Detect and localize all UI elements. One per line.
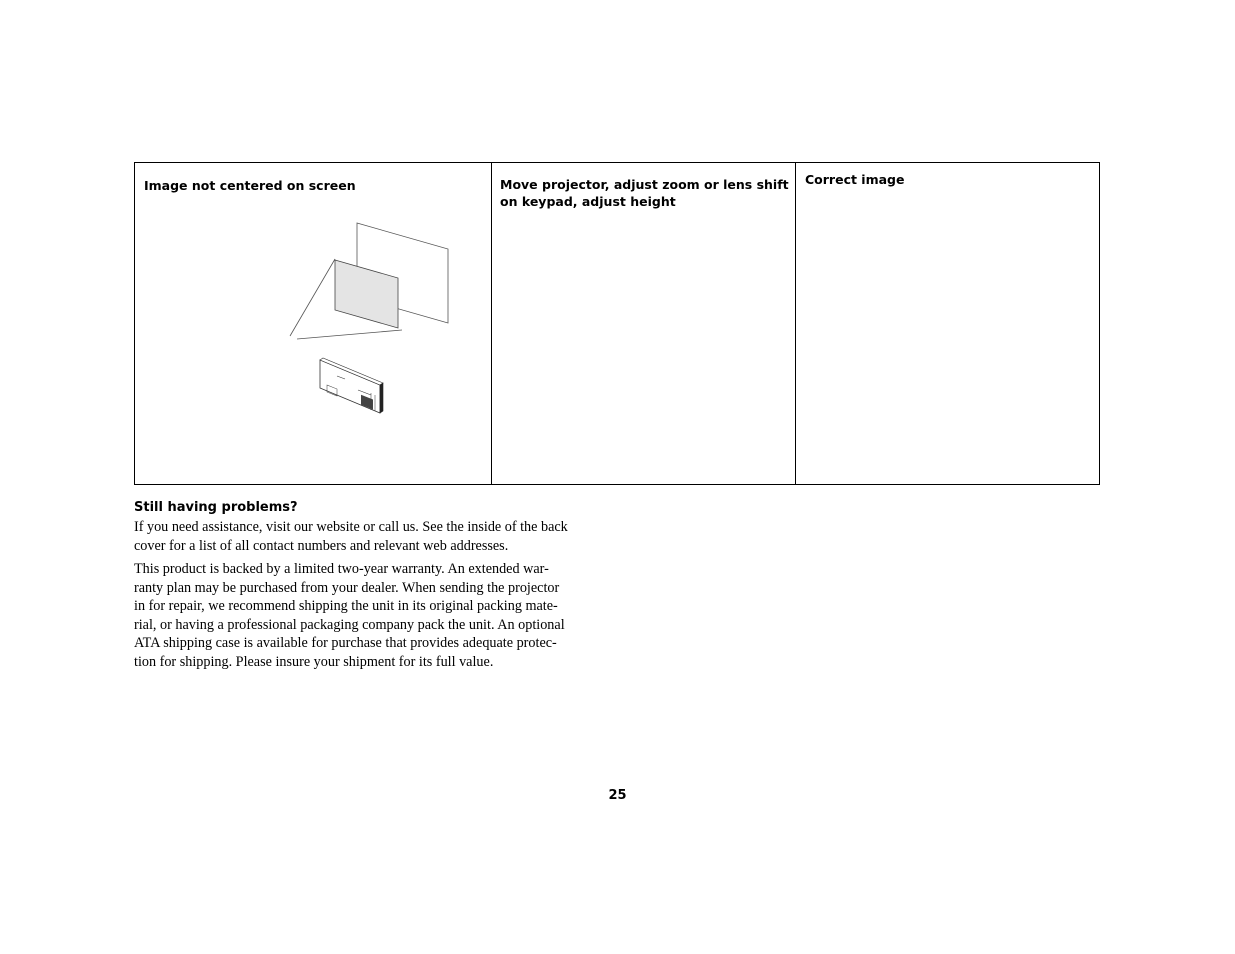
paragraph-line: rial, or having a professional packaging company pack the unit. An optional	[134, 616, 565, 633]
paragraph-line: cover for a list of all contact numbers and relevant web addresses.	[134, 537, 509, 554]
paragraph-line: If you need assistance, visit our website or call us. See the inside of the back	[134, 519, 568, 535]
paragraph-line: ATA shipping case is available for purchase that provides adequate protec-	[134, 635, 557, 652]
page-number: 25	[608, 788, 627, 803]
troubleshooting-table	[134, 162, 1100, 485]
paragraph-line: tion for shipping. Please insure your shipment for its full value.	[134, 653, 494, 670]
off-center-projection-illustration	[285, 218, 465, 428]
paragraph-line: This product is backed by a limited two-year warranty. An extended war-	[134, 561, 549, 577]
solution-text: Move projector, adjust zoom or lens shift on keypad, adjust height	[500, 177, 789, 209]
assistance-paragraph	[134, 518, 604, 555]
paragraph-line: ranty plan may be purchased from your dealer. When sending the projector	[134, 579, 560, 596]
result-cell	[796, 163, 1099, 484]
solution-cell	[492, 163, 796, 484]
section-heading: Still having problems?	[134, 500, 298, 515]
paragraph-line: in for repair, we recommend shipping the unit in its original packing mate-	[134, 598, 558, 615]
result-text: Correct image	[805, 172, 905, 187]
problem-cell	[135, 163, 492, 484]
warranty-paragraph	[134, 560, 604, 672]
projector-icon	[320, 358, 383, 413]
problem-text: Image not centered on screen	[144, 178, 356, 193]
